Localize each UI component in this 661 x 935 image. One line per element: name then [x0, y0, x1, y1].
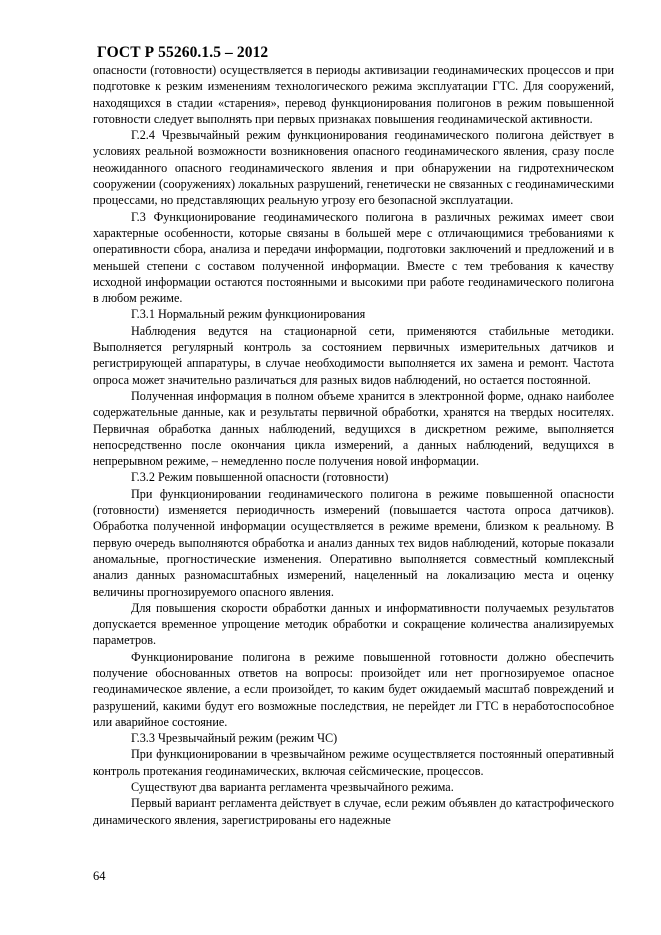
document-header: ГОСТ Р 55260.1.5 – 2012 — [97, 44, 269, 61]
paragraph-speed: Для повышения скорости обработки данных и информативности получаемых результатов допускается временное упрощение методик обработки и сокращение количества анализируемых параметров. — [93, 600, 614, 648]
paragraph-g-2-4: Г.2.4 Чрезвычайный режим функционирования геодинамического полигона действует в условиях реальной возможности возникновения опасного геодинамического явления, сразу после неожиданного опасного геодинамического явления и при обнаружении на гидротехническом сооружении (сооружениях) локальных разрушений, генетически не связанных с геодинамическими процессами, но представляющих реальную угрозу его безопасной эксплуатации. — [93, 128, 614, 208]
paragraph-readiness: Функционирование полигона в режиме повышенной готовности должно обеспечить получение обоснованных ответов на вопросы: произойдет или нет прогнозируемое опасное геодинамическое явление, а если произойдет, то каким будет ожидаемый масштаб повреждений и разрушений, какими будут его возможные последствия, не перейдет ли ГТС в неработоспособное или аварийное состояние. — [93, 649, 614, 729]
paragraph-storage: Полученная информация в полном объеме хранится в электронной форме, однако наиболее содержательные данные, как и результаты первичной обработки, хранятся на твердых носителях. Первичная обработка данных наблюдений, ведущихся в дискретном режиме, выполняется непосредственно после окончания цикла измерений, а данных наблюдений, ведущихся в непрерывном режиме, – немедленно после получения новой информации. — [93, 388, 614, 469]
section-heading-g-3-3: Г.3.3 Чрезвычайный режим (режим ЧС) — [131, 731, 338, 746]
paragraph-two-variants: Существуют два варианта регламента чрезвычайного режима. — [131, 780, 454, 795]
paragraph-first-variant: Первый вариант регламента действует в случае, если режим объявлен до катастрофического динамического явления, зарегистрированы его надежные — [93, 796, 614, 827]
page-number: 64 — [93, 869, 106, 883]
section-heading-g-3-1: Г.3.1 Нормальный режим функционирования — [131, 307, 366, 322]
section-heading-g-3-2: Г.3.2 Режим повышенной опасности (готовности) — [131, 470, 389, 485]
paragraph-increased-danger: При функционировании геодинамического полигона в режиме повышенной опасности (готовности) изменяется периодичность измерений (повышается частота опроса датчиков). Обработка полученной информации осуществляется в режиме времени, близком к реальному. В первую очередь выполняются обработка и анализ данных тех видов наблюдений, которые показали аномальные, прогностические изменения. Оперативно выполняется совместный комплексный анализ данных разномасштабных измерений, нацеленный на локализацию места и оценку величины прогнозируемого опасного явления. — [93, 486, 614, 599]
paragraph-g-3: Г.3 Функционирование геодинамического полигона в различных режимах имеет свои характерные особенности, которые связаны в большей мере с отличающимися требованиями к оперативности сбора, анализа и передачи информации, подготовки заключений и предложений и в меньшей степени с составом полученной информации. Вместе с тем требования к качеству исходной информации остаются постоянными и высокими при работе геодинамического полигона в любом режиме. — [93, 209, 614, 306]
paragraph-observations: Наблюдения ведутся на стационарной сети, применяются стабильные методики. Выполняется регулярный контроль за состоянием первичных измерительных датчиков и регистрирующей аппаратуры, в случае необходимости выполняется их замена и ремонт. Частота опроса может значительно различаться для разных видов наблюдений, но остается постоянной. — [93, 323, 614, 387]
paragraph-emergency: При функционировании в чрезвычайном режиме осуществляется постоянный оперативный контроль протекания геодинамических, включая сейсмические, процессов. — [93, 747, 614, 778]
paragraph-continuation: опасности (готовности) осуществляется в периоды активизации геодинамических процессов и при подготовке к резким изменениям технологического режима эксплуатации ГТС. Для сооружений, находящихся в стадии «старения», перевод функционирования полигонов в режим повышенной готовности следует выполнять при первых признаках повышения геодинамической активности. — [93, 63, 614, 126]
document-body — [93, 62, 614, 828]
